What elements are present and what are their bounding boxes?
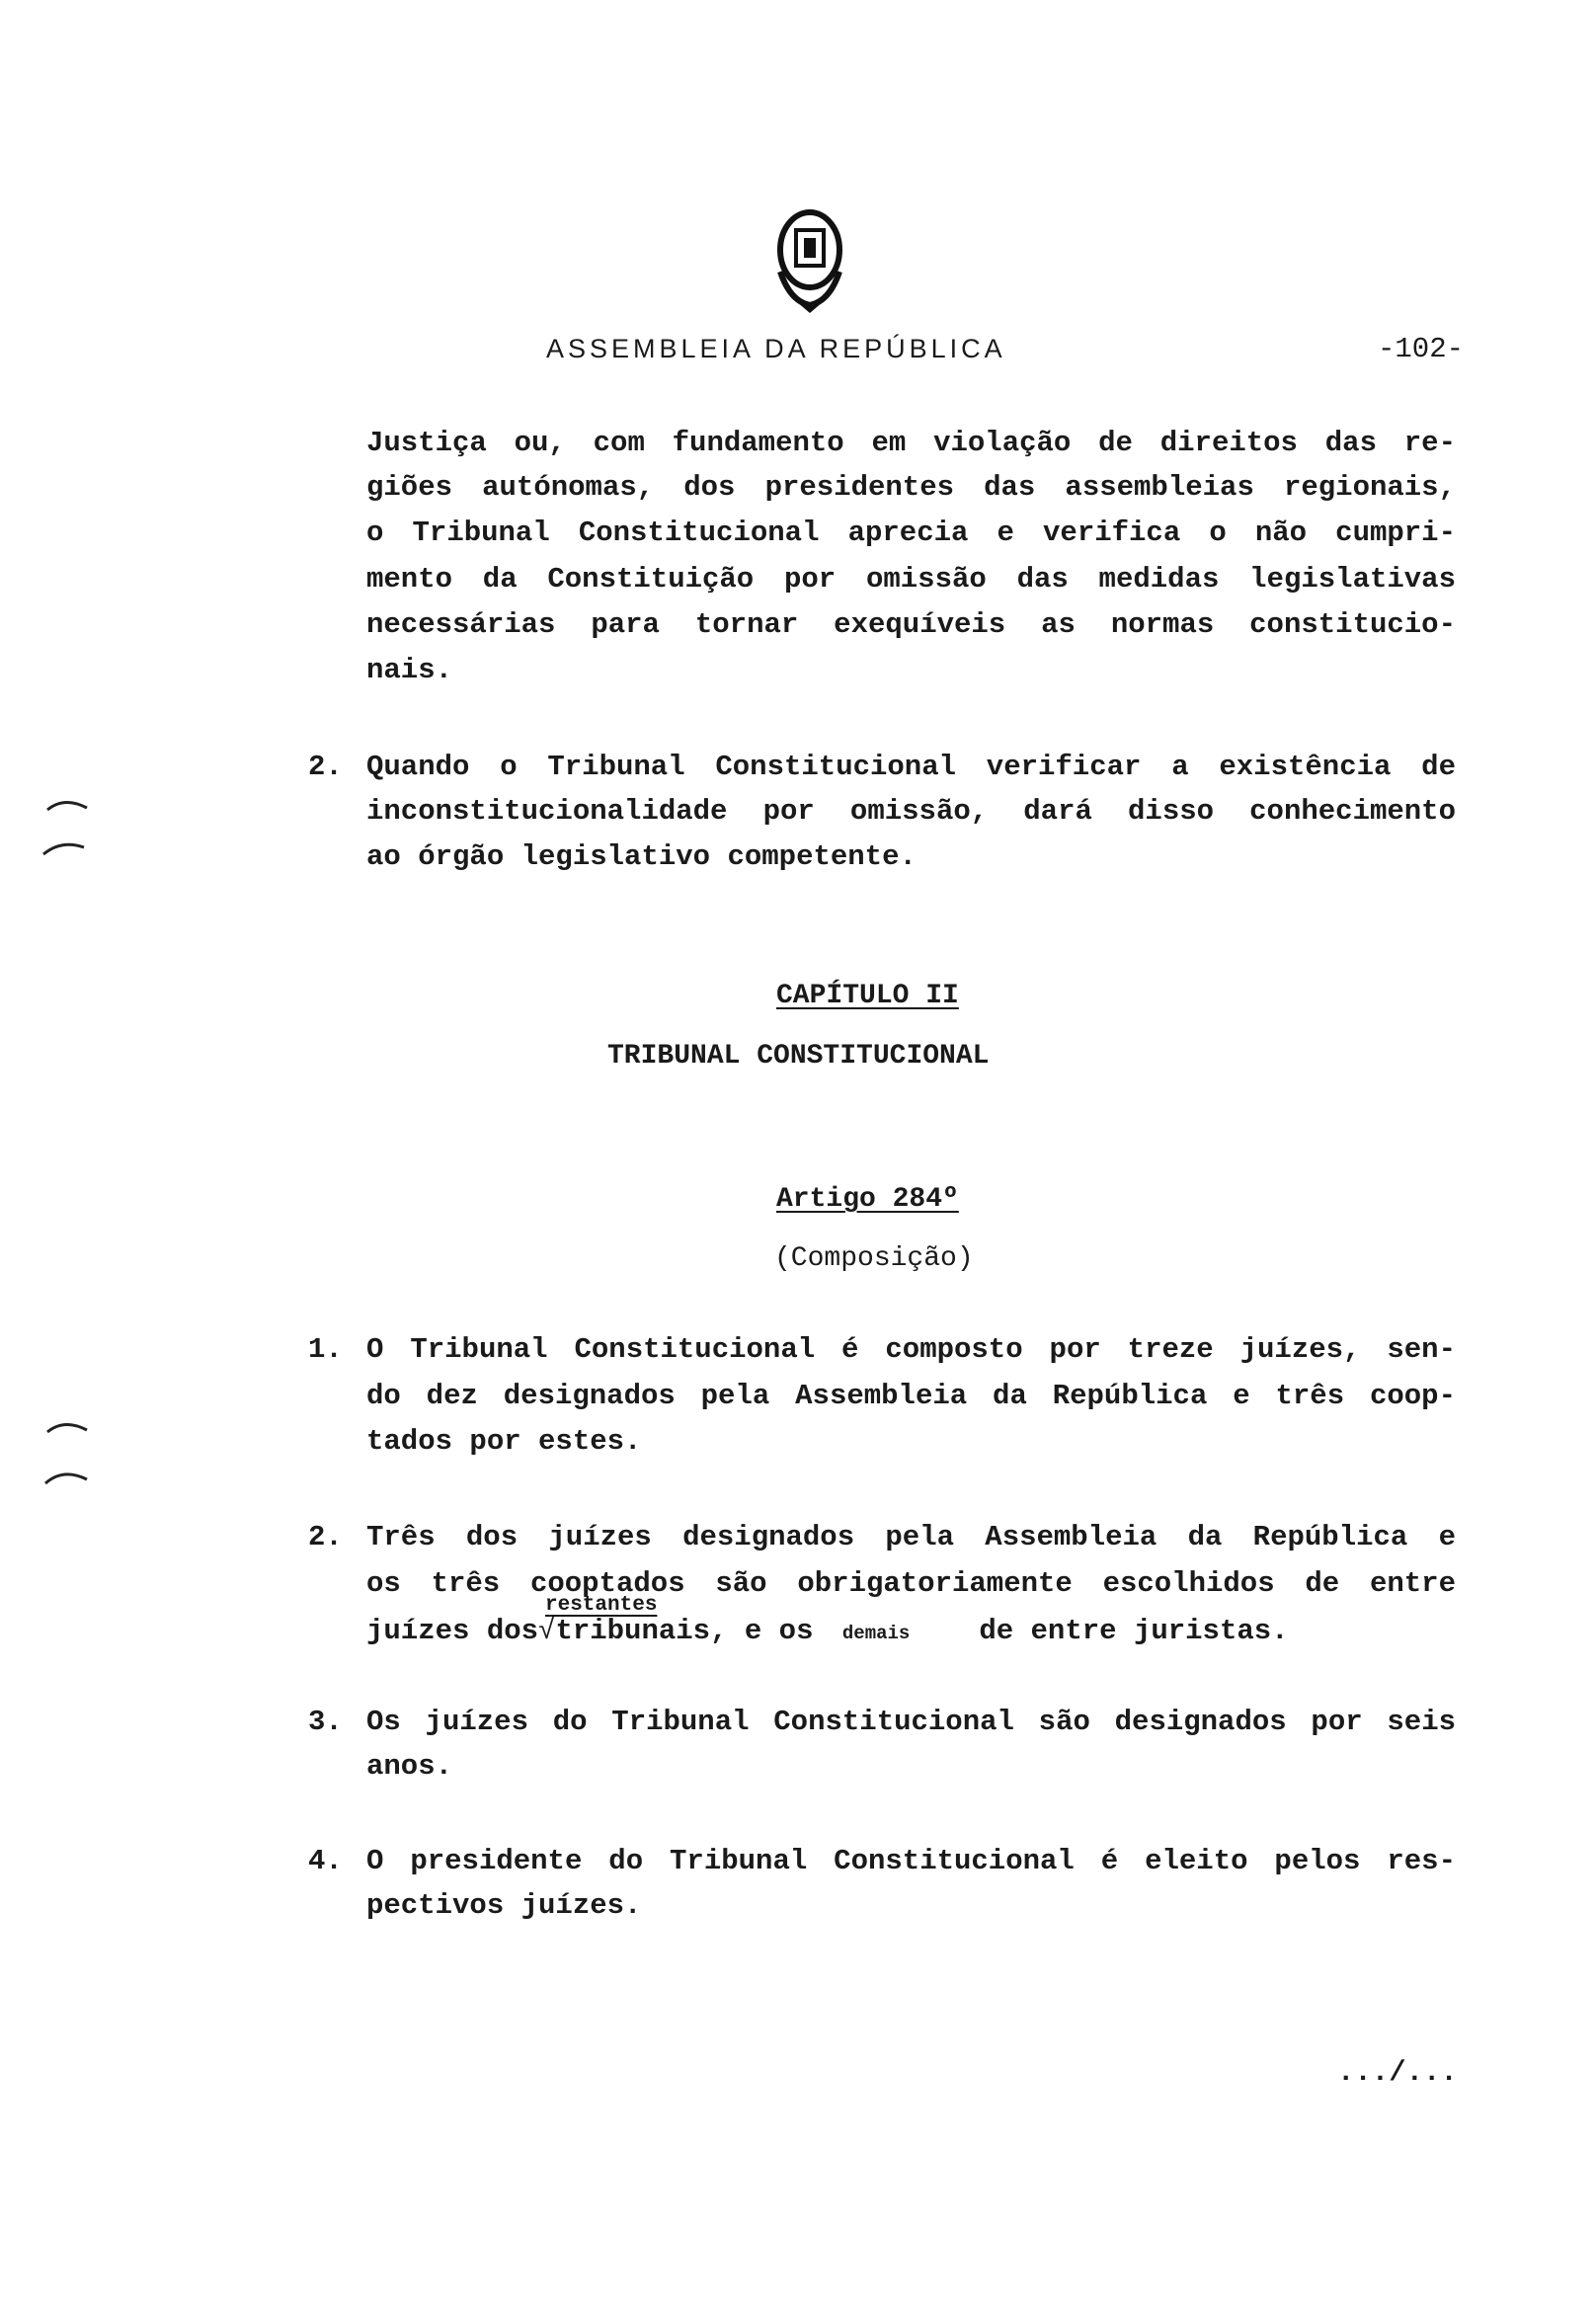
text-fragment: de entre juristas. xyxy=(979,1615,1289,1647)
item-number: 3. xyxy=(308,1706,343,1738)
text-line: Quando o Tribunal Constitucional verificar a existência de xyxy=(366,751,1456,783)
text-line: giões autónomas, dos presidentes das assembleias regionais, xyxy=(366,471,1456,504)
text-line: Os juízes do Tribunal Constitucional são designados por seis xyxy=(366,1706,1456,1738)
text-line: Justiça ou, com fundamento em violação de direitos das re- xyxy=(366,427,1456,459)
chapter-subtitle: TRIBUNAL CONSTITUCIONAL xyxy=(607,1041,990,1072)
text-fragment: juízes dos xyxy=(366,1615,539,1647)
item-number: 4. xyxy=(308,1845,343,1877)
item-number: 2. xyxy=(308,1521,343,1553)
text-line: necessárias para tornar exequíveis as normas constitucio- xyxy=(366,608,1456,641)
text-line: Três dos juízes designados pela Assembleia da República e xyxy=(366,1521,1456,1553)
margin-mark-decoration xyxy=(40,1412,99,1531)
coat-of-arms-emblem-icon xyxy=(760,202,859,313)
item-number: 1. xyxy=(308,1333,343,1366)
chapter-title: CAPÍTULO II xyxy=(776,981,959,1011)
article-subtitle: (Composição) xyxy=(774,1243,974,1274)
text-line: inconstitucionalidade por omissão, dará disso conhecimento xyxy=(366,795,1456,828)
text-line: mento da Constituição por omissão das medidas legislativas xyxy=(366,563,1456,596)
handwritten-insert-demais: demais xyxy=(841,1623,911,1644)
page-number: -102- xyxy=(1378,333,1465,365)
item-number: 2. xyxy=(308,751,343,783)
text-line: ao órgão legislativo competente. xyxy=(366,840,917,873)
text-line: anos. xyxy=(366,1750,453,1783)
text-line: O Tribunal Constitucional é composto por treze juízes, sen- xyxy=(366,1333,1456,1366)
text-line: tados por estes. xyxy=(366,1425,642,1458)
continuation-mark: .../... xyxy=(1337,2056,1458,2089)
article-title: Artigo 284º xyxy=(776,1184,959,1215)
text-line: O presidente do Tribunal Constitucional é eleito pelos res- xyxy=(366,1845,1456,1877)
margin-mark-decoration xyxy=(40,780,99,899)
text-line: o Tribunal Constitucional aprecia e verifica o não cumpri- xyxy=(366,517,1456,549)
text-line: pectivos juízes. xyxy=(366,1889,642,1922)
text-line: do dez designados pela Assembleia da República e três coop- xyxy=(366,1380,1456,1412)
text-fragment: tribunais, e os xyxy=(555,1615,831,1647)
text-line: os três cooptados são obrigatoriamente escolhidos de entre xyxy=(366,1567,1456,1600)
text-line: juízes dos√tribunais, e os demais de entre juristas. xyxy=(366,1615,1289,1647)
institution-header: ASSEMBLEIA DA REPÚBLICA xyxy=(546,334,1006,363)
text-line: nais. xyxy=(366,654,453,686)
insertion-restantes: restantes xyxy=(545,1594,658,1617)
